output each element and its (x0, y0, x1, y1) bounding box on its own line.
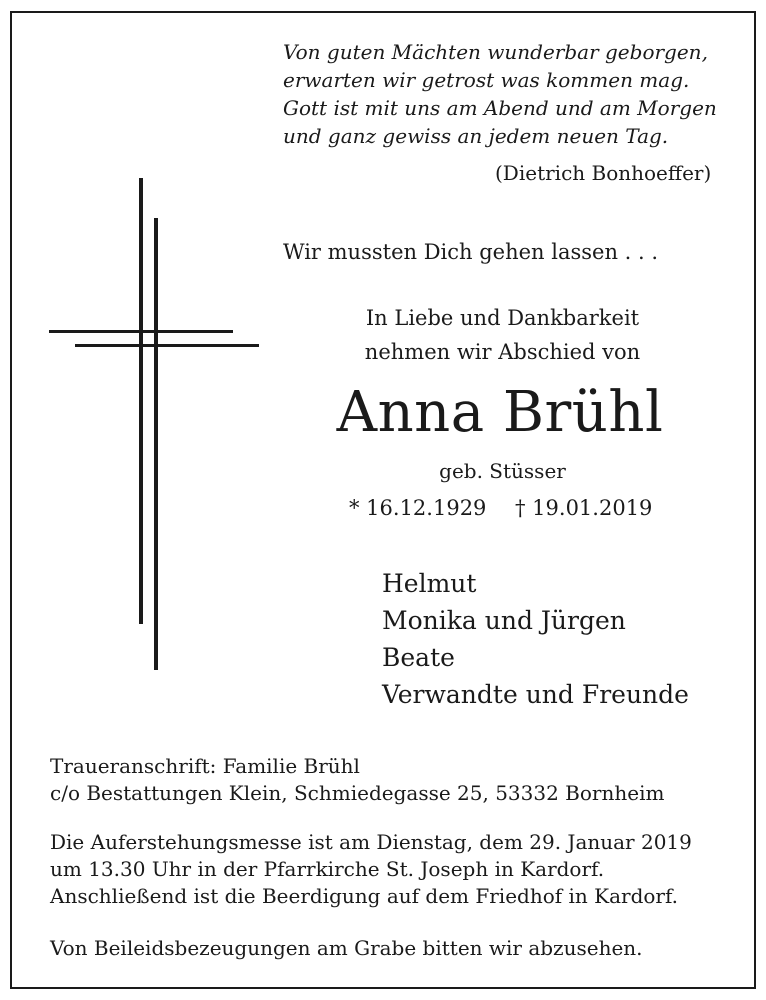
service-line: Anschließend ist die Beerdigung auf dem Friedhof in Kardorf. (50, 884, 679, 908)
poem-line: Gott ist mit uns am Abend und am Morgen (283, 96, 717, 120)
bonhoeffer-poem (283, 38, 717, 150)
cross-horizontal-bar (75, 344, 259, 347)
maiden-name: geb. Stüsser (439, 459, 566, 483)
intro-text: Wir mussten Dich gehen lassen . . . (283, 240, 659, 264)
address-line: c/o Bestattungen Klein, Schmiedegasse 25, 53332 Bornheim (50, 781, 665, 805)
farewell-line: nehmen wir Abschied von (364, 340, 641, 364)
mourner-name: Beate (382, 643, 455, 672)
deceased-name: Anna Brühl (336, 380, 664, 445)
death-date: † 19.01.2019 (515, 496, 653, 520)
poem-line: erwarten wir getrost was kommen mag. (283, 68, 690, 92)
cross-vertical-bar (154, 218, 158, 670)
service-info (50, 829, 692, 910)
condolence-note: Von Beileidsbezeugungen am Grabe bitten wir abzusehen. (50, 936, 643, 960)
poem-line: und ganz gewiss an jedem neuen Tag. (283, 124, 669, 148)
mourner-name: Verwandte und Freunde (382, 680, 689, 709)
poem-line: Von guten Mächten wunderbar geborgen, (283, 40, 708, 64)
address-line: Traueranschrift: Familie Brühl (50, 754, 360, 778)
poem-author: (Dietrich Bonhoeffer) (495, 161, 712, 185)
cross-vertical-bar (139, 178, 143, 624)
farewell-line: In Liebe und Dankbarkeit (365, 306, 640, 330)
service-line: Die Auferstehungsmesse ist am Dienstag, dem 29. Januar 2019 (50, 830, 692, 854)
mourning-address (50, 753, 664, 807)
mourner-name: Monika und Jürgen (382, 606, 626, 635)
cross-horizontal-bar (49, 330, 233, 333)
service-line: um 13.30 Uhr in der Pfarrkirche St. Joseph in Kardorf. (50, 857, 605, 881)
mourners-list (382, 565, 689, 713)
birth-date: * 16.12.1929 (349, 496, 487, 520)
mourner-name: Helmut (382, 569, 477, 598)
